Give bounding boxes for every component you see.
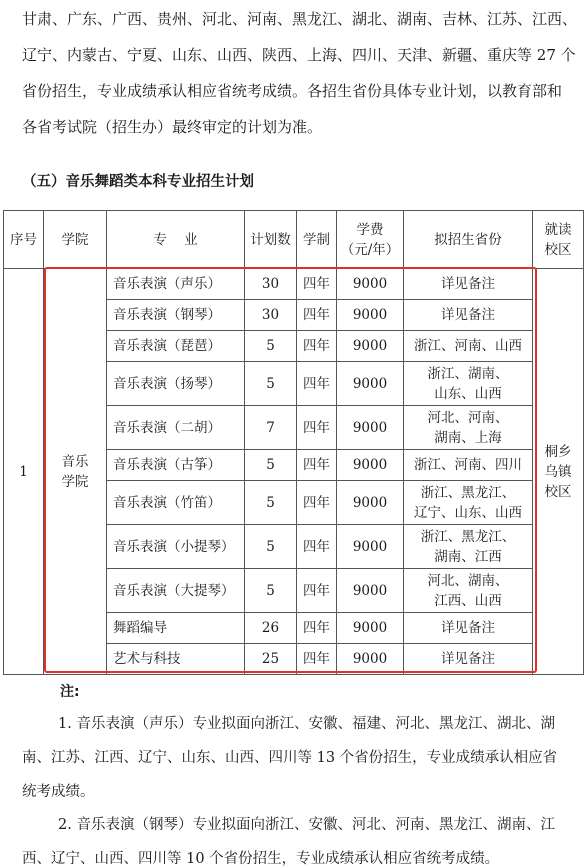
seq-cell: 1: [4, 269, 44, 675]
provinces-cell: [404, 613, 533, 644]
college-line1: 音乐: [61, 453, 89, 470]
table-header-row: [4, 211, 584, 269]
header-campus-line2: 校区: [544, 241, 572, 258]
major-cell: 音乐表演（大提琴）: [107, 569, 245, 613]
header-seq: 序号: [4, 211, 44, 269]
major-cell: 音乐表演（古筝）: [107, 450, 245, 481]
fee-cell: 9000: [337, 481, 404, 525]
major-cell: 音乐表演（声乐）: [107, 269, 245, 300]
duration-cell: 四年: [297, 569, 337, 613]
note-line: 2. 音乐表演（钢琴）专业拟面向浙江、安徽、河北、河南、黑龙江、湖南、江: [58, 817, 555, 833]
provinces-line: 辽宁、山东、山西: [414, 504, 522, 521]
duration-cell: 四年: [297, 525, 337, 569]
fee-cell: 9000: [337, 300, 404, 331]
fee-cell: 9000: [337, 644, 404, 675]
duration-cell: 四年: [297, 406, 337, 450]
college-cell: [44, 269, 107, 675]
provinces-cell: [404, 450, 533, 481]
campus-line3: 校区: [544, 483, 572, 500]
major-cell: 音乐表演（琵琶）: [107, 331, 245, 362]
duration-cell: 四年: [297, 450, 337, 481]
count-cell: 5: [245, 331, 297, 362]
provinces-line: 江西、山西: [434, 592, 502, 609]
provinces-cell: [404, 644, 533, 675]
provinces-line: 河北、河南、: [427, 409, 509, 426]
fee-cell: 9000: [337, 450, 404, 481]
provinces-line: 浙江、黑龙江、: [420, 484, 516, 501]
fee-cell: 9000: [337, 613, 404, 644]
count-cell: 5: [245, 481, 297, 525]
major-cell: 音乐表演（钢琴）: [107, 300, 245, 331]
major-cell: 音乐表演（小提琴）: [107, 525, 245, 569]
provinces-line: 浙江、黑龙江、: [420, 528, 516, 545]
table-row: [4, 269, 584, 300]
intro-line: 甘肃、广东、广西、贵州、河北、河南、黑龙江、湖北、湖南、吉林、江苏、江西、: [22, 10, 578, 28]
header-duration: 学制: [297, 211, 337, 269]
provinces-cell: [404, 300, 533, 331]
intro-line: 省份招生，专业成绩承认相应省统考成绩。各招生省份具体专业计划，以教育部和: [22, 82, 563, 100]
provinces-line: 浙江、河南、四川: [414, 457, 522, 473]
major-cell: 音乐表演（扬琴）: [107, 362, 245, 406]
count-cell: 25: [245, 644, 297, 675]
major-cell: 舞蹈编导: [107, 613, 245, 644]
fee-cell: 9000: [337, 269, 404, 300]
intro-line: 各省考试院（招生办）最终审定的计划为准。: [22, 118, 323, 136]
count-cell: 5: [245, 362, 297, 406]
header-major: 专 业: [107, 211, 245, 269]
enrollment-plan-table: [3, 210, 584, 675]
duration-cell: 四年: [297, 362, 337, 406]
campus-cell: [533, 269, 584, 675]
duration-cell: 四年: [297, 331, 337, 362]
count-cell: 26: [245, 613, 297, 644]
header-fee-line2: （元/年）: [340, 241, 400, 258]
provinces-cell: [404, 362, 533, 406]
provinces-line: 河北、湖南、: [427, 572, 509, 589]
intro-line: 辽宁、内蒙古、宁夏、山东、山西、陕西、上海、四川、天津、新疆、重庆等 27 个: [22, 46, 576, 64]
provinces-line: 详见备注: [441, 620, 495, 636]
note-line: 统考成绩。: [22, 784, 95, 800]
major-cell: 艺术与科技: [107, 644, 245, 675]
provinces-line: 山东、山西: [434, 385, 502, 402]
note-line: 西、辽宁、山西、四川等 10 个省份招生，专业成绩承认相应省统考成绩。: [22, 851, 500, 867]
fee-cell: 9000: [337, 331, 404, 362]
provinces-cell: [404, 525, 533, 569]
header-fee-line1: 学费: [356, 221, 384, 238]
provinces-line: 浙江、河南、山西: [414, 338, 522, 354]
note-line: 1. 音乐表演（声乐）专业拟面向浙江、安徽、福建、河北、黑龙江、湖北、湖: [58, 716, 555, 732]
header-plan-count: 计划数: [245, 211, 297, 269]
header-campus: [533, 211, 584, 269]
duration-cell: 四年: [297, 481, 337, 525]
provinces-line: 详见备注: [441, 651, 495, 667]
campus-line2: 乌镇: [544, 463, 572, 480]
provinces-line: 浙江、湖南、: [427, 365, 509, 382]
count-cell: 30: [245, 269, 297, 300]
fee-cell: 9000: [337, 406, 404, 450]
provinces-line: 湖南、上海: [434, 429, 502, 446]
duration-cell: 四年: [297, 269, 337, 300]
count-cell: 5: [245, 450, 297, 481]
header-college: 学院: [44, 211, 107, 269]
provinces-cell: [404, 569, 533, 613]
provinces-cell: [404, 331, 533, 362]
college-line2: 学院: [61, 473, 89, 490]
provinces-cell: [404, 269, 533, 300]
fee-cell: 9000: [337, 569, 404, 613]
provinces-line: 湖南、江西: [434, 548, 502, 565]
notes-label: 注:: [60, 684, 80, 700]
count-cell: 5: [245, 569, 297, 613]
major-cell: 音乐表演（二胡）: [107, 406, 245, 450]
provinces-line: 详见备注: [441, 307, 495, 323]
count-cell: 7: [245, 406, 297, 450]
duration-cell: 四年: [297, 644, 337, 675]
count-cell: 5: [245, 525, 297, 569]
fee-cell: 9000: [337, 362, 404, 406]
header-fee: [337, 211, 404, 269]
header-campus-line1: 就读: [544, 221, 572, 238]
duration-cell: 四年: [297, 613, 337, 644]
header-provinces: 拟招生省份: [404, 211, 533, 269]
campus-line1: 桐乡: [544, 443, 572, 460]
provinces-cell: [404, 406, 533, 450]
fee-cell: 9000: [337, 525, 404, 569]
count-cell: 30: [245, 300, 297, 331]
duration-cell: 四年: [297, 300, 337, 331]
major-cell: 音乐表演（竹笛）: [107, 481, 245, 525]
provinces-cell: [404, 481, 533, 525]
note-line: 南、江苏、江西、辽宁、山东、山西、四川等 13 个省份招生，专业成绩承认相应省: [22, 750, 558, 766]
section-title: （五）音乐舞蹈类本科专业招生计划: [22, 174, 254, 190]
provinces-line: 详见备注: [441, 276, 495, 292]
